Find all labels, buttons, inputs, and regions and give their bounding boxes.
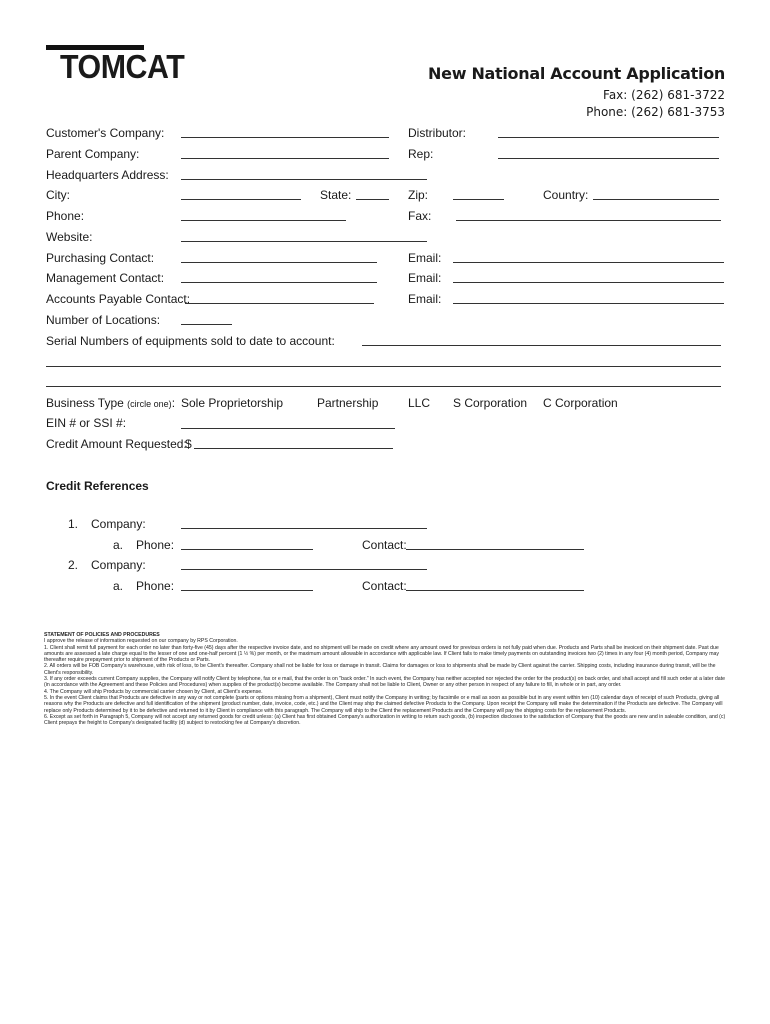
logo-text: TOMCAT [60,48,185,85]
serial-numbers-label: Serial Numbers of equipments sold to date to account: [46,334,335,348]
parent-company-label: Parent Company: [46,147,140,161]
accounts-payable-email-label: Email: [408,292,442,306]
policy-6: 6. Except as set forth in Paragraph 5, Company will not accept any returned goods for credit unless: (a) Client has first obtained Company's authorization in writing to return such goods, (b) inspection discloses to the satisfaction of Company that the goods are new and in saleable condition, and (c) Client prepays the freight to Company's designated facility (d) subject to restocking fee at Company's discretion. [44,713,726,727]
ref2-number: 2. [68,558,79,572]
website-label: Website: [46,230,93,244]
ref1-phone-label: Phone: [136,538,175,552]
purchasing-email-label: Email: [408,251,442,265]
serial-numbers-field[interactable] [362,345,721,346]
state-field[interactable] [356,199,389,200]
purchasing-email-field[interactable] [453,262,724,263]
phone-field[interactable] [181,220,346,221]
accounts-payable-email-field[interactable] [453,303,724,304]
tomcat-logo [46,44,191,86]
credit-amount-label: Credit Amount Requested: [46,437,187,451]
ein-field[interactable] [181,428,395,429]
number-of-locations-label: Number of Locations: [46,313,161,327]
customers-company-label: Customer's Company: [46,126,165,140]
website-field[interactable] [181,241,427,242]
credit-references-heading: Credit References [46,479,149,493]
policies-section [44,632,728,726]
headquarters-address-label: Headquarters Address: [46,168,169,182]
fax-field[interactable] [456,220,721,221]
ref1-phone-field[interactable] [181,549,313,550]
option-partnership[interactable]: Partnership [317,396,379,410]
ref2-sub-letter: a. [113,579,124,593]
ref1-contact-field[interactable] [406,549,584,550]
policy-2: 2. All orders will be FOB Company's warehouse, with risk of loss, to be Client's thereafter. Company shall not be liable for loss or damage in transit. Claims for damages or loss to shipments shall be made by Client against the carrier. Shipping costs, including insurance during transit, will be the Client's responsibility. [44,663,716,676]
ref1-contact-label: Contact: [362,538,407,552]
option-llc[interactable]: LLC [408,396,431,410]
credit-amount-field[interactable] [194,448,393,449]
state-label: State: [320,188,352,202]
number-of-locations-field[interactable] [181,324,232,325]
ref2-contact-label: Contact: [362,579,407,593]
city-field[interactable] [181,199,301,200]
serial-numbers-line-2[interactable] [46,366,721,367]
country-label: Country: [543,188,589,202]
serial-numbers-line-3[interactable] [46,386,721,387]
policy-5: 5. In the event Client claims that Products are defective in any way or not complete (parts or options missing from a shipment), Client must notify the Company in writing; by facsimile or e mail as soon as possible but in any event within ten (10) calendar days of receipt of such Products, giving all reasons why the Products are defective and full identification of the shipment (product number, date, invoice, code, etc.) and the Client may ship the claimed defective Products to the Company. Upon receipt the Company will make the determination if the Products are defective. The Company will replace only Products determined by it to be defective and returned to it by Client in compliance with this paragraph. The Company will ship to the Client the replacement Products and the Company will pay the shipping costs for the replacement Products. [44,694,723,714]
accounts-payable-contact-label: Accounts Payable Contact: [46,292,191,306]
business-type-colon: : [171,396,176,410]
purchasing-contact-field[interactable] [181,262,377,263]
management-email-field[interactable] [453,282,724,283]
policies-intro: I approve the release of information requested on our company by RPS Corporation. [44,638,238,645]
rep-label: Rep: [408,147,434,161]
rep-field[interactable] [498,158,719,159]
ein-label: EIN # or SSI #: [46,416,127,430]
business-type-label [46,396,175,410]
ref1-sub-letter: a. [113,538,124,552]
header-phone: Phone: (262) 681-3753 [586,105,725,119]
management-contact-label: Management Contact: [46,271,165,285]
ref2-company-field[interactable] [181,569,427,570]
accounts-payable-contact-field[interactable] [185,303,374,304]
business-type-text: Business Type [46,396,124,410]
option-sole-proprietorship[interactable]: Sole Proprietorship [181,396,284,410]
ref1-company-label: Company: [91,517,146,531]
ref1-company-field[interactable] [181,528,427,529]
header-fax: Fax: (262) 681-3722 [603,88,725,102]
purchasing-contact-label: Purchasing Contact: [46,251,155,265]
headquarters-address-field[interactable] [181,179,427,180]
ref1-number: 1. [68,517,79,531]
distributor-label: Distributor: [408,126,467,140]
ref2-phone-label: Phone: [136,579,175,593]
parent-company-field[interactable] [181,158,389,159]
zip-field[interactable] [453,199,504,200]
option-s-corporation[interactable]: S Corporation [453,396,528,410]
page-title: New National Account Application [428,64,725,83]
dollar-sign: $ [185,437,192,451]
ref2-contact-field[interactable] [406,590,584,591]
policy-4: 4. The Company will ship Products by commercial carrier chosen by Client, at Client's expense. [44,688,263,695]
policies-title: STATEMENT OF POLICIES AND PROCEDURES [44,632,160,638]
option-c-corporation[interactable]: C Corporation [543,396,618,410]
circle-one-note: (circle one) [127,399,172,409]
ref2-company-label: Company: [91,558,146,572]
policy-1: 1. Client shall remit full payment for each order no later than forty-five (45) days after the respective invoice date, and no shipment will be made on credit where any amount owed for previous orders is not fully paid when due. Products and Parts shall be invoiced on their shipment date. Past due amounts are assessed a late charge equal to the lesser of one and one-half percent (1 ½ %) per month, or the maximum amount allowable in accordance with applicable law. If Client fails to make timely payments on outstanding invoices two (2) times in any four (4) month period, Company may thereafter require prepayment prior to shipment of the Products or Parts. [44,644,720,664]
country-field[interactable] [593,199,719,200]
policy-3: 3. If any order exceeds current Company supplies, the Company will notify Client by telephone, fax or e mail, that the order is on "back order." In such event, the Company has neither accepted nor rejected the order for the product(s) on back order, and shall accept and fill such order at a later date (in accordance with the Agreement and these Policies and Procedures) when supplies of the product(s) become available. The Company shall not be liable to Client, Owner or any other person in respect of any failure to fill, in whole or in part, any order. [44,676,726,689]
phone-label: Phone: [46,209,85,223]
zip-label: Zip: [408,188,429,202]
ref2-phone-field[interactable] [181,590,313,591]
customers-company-field[interactable] [181,137,389,138]
distributor-field[interactable] [498,137,719,138]
management-contact-field[interactable] [181,282,377,283]
fax-label: Fax: [408,209,432,223]
management-email-label: Email: [408,271,442,285]
city-label: City: [46,188,70,202]
